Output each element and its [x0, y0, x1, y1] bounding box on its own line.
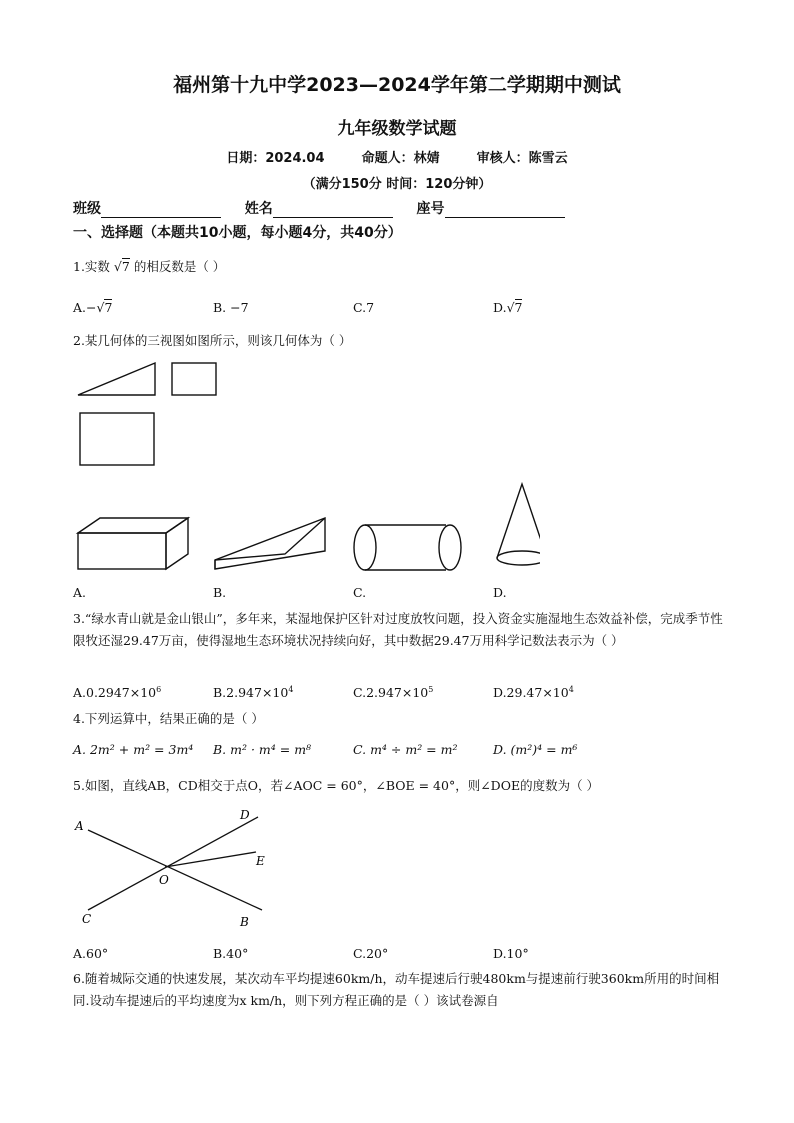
- name-label: 姓名: [244, 201, 273, 217]
- q3-c-base: C.2.947×10: [353, 685, 429, 701]
- class-label: 班级: [73, 201, 101, 217]
- cone-shape: [497, 484, 540, 565]
- q3-option-b[interactable]: [213, 685, 293, 700]
- name-field[interactable]: [273, 203, 393, 218]
- exam-score-time: （满分150分 时间：120分钟）: [302, 177, 492, 192]
- q4-option-a[interactable]: A. 2m² + m² = 3m⁴: [73, 742, 194, 757]
- q3-a-base: A.0.2947×10: [73, 685, 157, 701]
- q1-d-label: D.: [493, 300, 507, 315]
- exam-subtitle: 九年级数学试题: [337, 119, 457, 139]
- q1-stem-post: 的相反数是（ ）: [133, 259, 226, 274]
- q3-b-base: B.2.947×10: [213, 685, 289, 701]
- ray-oe: [165, 852, 256, 867]
- front-view-triangle: [78, 363, 155, 395]
- q3-d-exp: 4: [568, 685, 574, 694]
- q1-stem-pre: 1.实数: [73, 259, 110, 274]
- cuboid-shape: [78, 518, 188, 569]
- exam-author: 命题人：林婧: [361, 151, 440, 166]
- solid-options-figure: [70, 478, 540, 578]
- question-1-stem: [73, 257, 225, 275]
- q3-c-exp: 5: [428, 685, 434, 694]
- label-d: D: [240, 808, 250, 822]
- exam-title: 福州第十九中学2023—2024学年第二学期期中测试: [173, 74, 621, 96]
- q3-a-exp: 6: [156, 685, 162, 694]
- q3-d-base: D.29.47×10: [493, 685, 569, 701]
- exam-reviewer: 审核人：陈雪云: [476, 151, 568, 166]
- sqrt-symbol-icon: √: [113, 259, 122, 274]
- q3-option-d[interactable]: [493, 685, 574, 700]
- q4-option-b[interactable]: B. m² · m⁴ = m⁸: [213, 742, 312, 757]
- triangular-prism-shape: [215, 518, 325, 569]
- q1-option-c[interactable]: C.7: [353, 300, 375, 315]
- q5-option-a[interactable]: A.60°: [73, 946, 109, 961]
- question-5-stem: 5.如图，直线AB，CD相交于点O，若∠AOC = 60°，∠BOE = 40°，则∠DOE的度数为（ ）: [73, 778, 600, 793]
- question-2-stem: 2.某几何体的三视图如图所示，则该几何体为（ ）: [73, 333, 352, 348]
- q1-option-a[interactable]: [73, 300, 112, 315]
- q3-option-c[interactable]: [353, 685, 433, 700]
- q1-a-radicand: 7: [104, 300, 113, 315]
- label-e: E: [256, 854, 265, 868]
- q1-option-b[interactable]: B. −7: [213, 300, 249, 315]
- q4-option-d[interactable]: D. (m²)⁴ = m⁶: [493, 742, 578, 757]
- q2-option-d[interactable]: D.: [493, 585, 507, 600]
- q2-option-b[interactable]: B.: [213, 585, 227, 600]
- q1-option-d[interactable]: [493, 300, 522, 315]
- line-ab: [88, 830, 262, 910]
- q1-a-label: A.: [73, 300, 87, 315]
- three-view-figure: [70, 355, 230, 475]
- q5-option-c[interactable]: C.20°: [353, 946, 389, 961]
- q2-option-a[interactable]: A.: [73, 585, 87, 600]
- seat-label: 座号: [416, 201, 445, 217]
- seat-field[interactable]: [445, 203, 565, 218]
- cylinder-shape: [354, 525, 461, 570]
- label-o: O: [159, 873, 169, 887]
- label-a: A: [75, 819, 84, 833]
- label-c: C: [82, 912, 92, 926]
- exam-date: 日期：2024.04: [226, 151, 325, 166]
- question-4-stem: 4.下列运算中，结果正确的是（ ）: [73, 711, 264, 726]
- exam-meta-row: [0, 147, 794, 166]
- q1-d-radicand: 7: [514, 300, 523, 315]
- label-b: B: [240, 915, 249, 929]
- question-6-stem: 6.随着城际交通的快速发展，某次动车平均提速60km/h，动车提速后行驶480km与提速前行驶360km所用的时间相同.设动车提速后的平均速度为x km/h，则下列方程正确的是（ ）该试卷源自: [73, 971, 720, 1008]
- top-view-rectangle: [80, 413, 154, 465]
- q3-option-a[interactable]: [73, 685, 161, 700]
- section-heading: 一、选择题（本题共10小题，每小题4分，共40分）: [73, 225, 402, 241]
- class-field[interactable]: [101, 203, 221, 218]
- sqrt-symbol-icon: √: [506, 300, 515, 315]
- q1-radicand: 7: [121, 259, 130, 274]
- q5-option-b[interactable]: B.40°: [213, 946, 249, 961]
- q1-a-minus: −: [86, 300, 97, 315]
- q3-b-exp: 4: [288, 685, 294, 694]
- q2-option-c[interactable]: C.: [353, 585, 367, 600]
- question-3-stem: 3.“绿水青山就是金山银山”，多年来，某湿地保护区针对过度放牧问题，投入资金实施湿地生态效益补偿，完成季节性限牧还湿29.47万亩，使得湿地生态环境状况持续向好，其中数据29.47万用科学记数法表示为（ ）: [73, 611, 723, 648]
- side-view-square: [172, 363, 216, 395]
- q5-option-d[interactable]: D.10°: [493, 946, 529, 961]
- sqrt-symbol-icon: √: [96, 300, 105, 315]
- student-info-row: [73, 198, 565, 218]
- intersecting-lines-figure: [70, 805, 280, 930]
- q4-option-c[interactable]: C. m⁴ ÷ m² = m²: [353, 742, 458, 757]
